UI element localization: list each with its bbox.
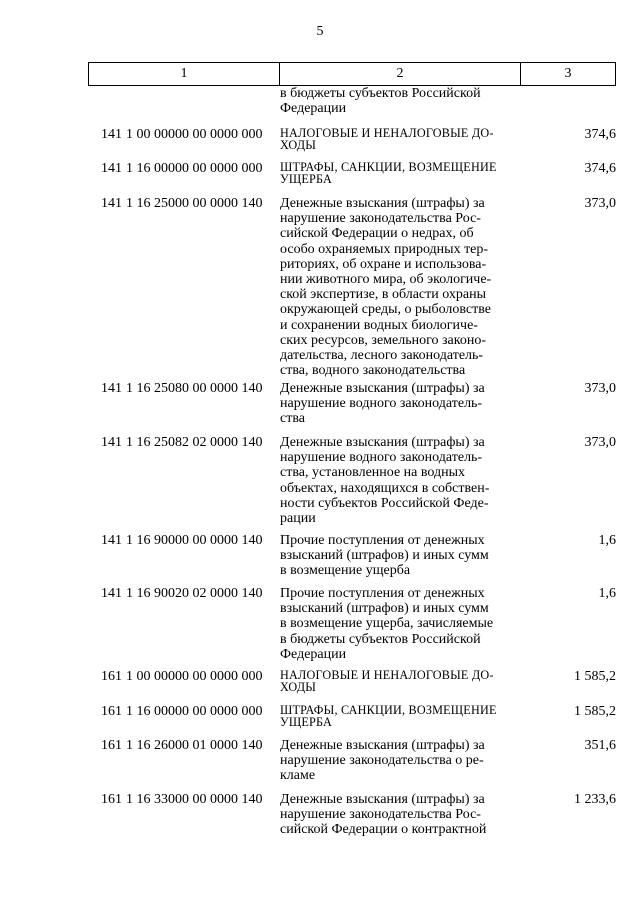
row-name: Прочие поступления от денежных взысканий (штрафов) и иных сумм в возмещение ущерба, зачисляемые в бюджеты субъектов Российской Федерации xyxy=(280,586,494,662)
row-admin-code: 141 xyxy=(101,127,122,142)
row-amount: 374,6 xyxy=(584,161,616,176)
row-amount: 1,6 xyxy=(598,586,616,601)
row-budget-code: 1 16 90020 02 0000 140 xyxy=(126,586,263,601)
row-name: Денежные взыскания (штрафы) за нарушение законодательства о ре- кламе xyxy=(280,738,485,784)
row-name: Прочие поступления от денежных взысканий (штрафов) и иных сумм в возмещение ущерба xyxy=(280,533,489,579)
table-row xyxy=(88,86,618,116)
row-budget-code: 1 16 90000 00 0000 140 xyxy=(126,533,263,548)
table-row xyxy=(88,586,618,662)
row-budget-code: 1 00 00000 00 0000 000 xyxy=(126,669,263,684)
header-col-2: 2 xyxy=(280,63,521,86)
row-budget-code: 1 16 25082 02 0000 140 xyxy=(126,435,263,450)
table-row xyxy=(88,704,618,729)
table-row xyxy=(88,669,618,694)
row-amount: 1 585,2 xyxy=(574,669,616,684)
row-amount: 1 585,2 xyxy=(574,704,616,719)
page-number: 5 xyxy=(316,24,324,39)
table-row xyxy=(88,161,618,186)
row-budget-code: 1 16 25000 00 0000 140 xyxy=(126,196,263,211)
table-row xyxy=(88,435,618,526)
row-admin-code: 161 xyxy=(101,704,122,719)
row-name: в бюджеты субъектов Российской Федерации xyxy=(280,86,481,117)
row-budget-code: 1 00 00000 00 0000 000 xyxy=(126,127,263,142)
row-budget-code: 1 16 25080 00 0000 140 xyxy=(126,381,263,396)
table-header xyxy=(88,62,616,86)
row-amount: 373,0 xyxy=(584,196,616,211)
table-row xyxy=(88,127,618,152)
row-budget-code: 1 16 33000 00 0000 140 xyxy=(126,792,263,807)
row-admin-code: 161 xyxy=(101,792,122,807)
row-name: ШТРАФЫ, САНКЦИИ, ВОЗМЕЩЕНИЕ УЩЕРБА xyxy=(280,703,497,730)
row-admin-code: 141 xyxy=(101,161,122,176)
row-name: Денежные взыскания (штрафы) за нарушение водного законодатель- ства, установленное на водных объектах, находящихся в собствен- ности субъектов Российской Феде- рации xyxy=(280,435,490,527)
row-amount: 373,0 xyxy=(584,435,616,450)
row-admin-code: 161 xyxy=(101,738,122,753)
row-amount xyxy=(514,86,618,116)
table-row xyxy=(88,533,618,579)
table-row xyxy=(88,196,618,378)
header-col-1: 1 xyxy=(89,63,280,86)
row-admin-code: 161 xyxy=(101,669,122,684)
table-row xyxy=(88,738,618,784)
row-admin-code: 141 xyxy=(101,435,122,450)
row-budget-code: 1 16 00000 00 0000 000 xyxy=(126,704,263,719)
row-name: Денежные взыскания (штрафы) за нарушение водного законодатель- ства xyxy=(280,381,485,427)
header-col-3: 3 xyxy=(521,63,616,86)
row-amount: 351,6 xyxy=(584,738,616,753)
row-budget-code xyxy=(122,86,280,116)
row-name: ШТРАФЫ, САНКЦИИ, ВОЗМЕЩЕНИЕ УЩЕРБА xyxy=(280,160,497,187)
row-admin-code xyxy=(88,86,122,116)
row-amount: 373,0 xyxy=(584,381,616,396)
row-amount: 1 233,6 xyxy=(574,792,616,807)
row-budget-code: 1 16 26000 01 0000 140 xyxy=(126,738,263,753)
row-name: Денежные взыскания (штрафы) за нарушение законодательства Рос- сийской Федерации о контрактной xyxy=(280,792,487,838)
row-name: Денежные взыскания (штрафы) за нарушение законодательства Рос- сийской Федерации о недрах, об особо охраняемых природных тер- риториях, об охране и использова- нии животного мира, об экологиче- ской экспертизе, в области охраны окружающей среды, о рыболовстве и сохранении водных биологиче- ских ресурсов, земельного законо- дательства, лесного законодатель- ства, водного законодательства xyxy=(280,196,492,379)
row-budget-code: 1 16 00000 00 0000 000 xyxy=(126,161,263,176)
table-row xyxy=(88,381,618,427)
row-amount: 1,6 xyxy=(598,533,616,548)
row-admin-code: 141 xyxy=(101,381,122,396)
row-amount: 374,6 xyxy=(584,127,616,142)
table-row xyxy=(88,792,618,838)
row-admin-code: 141 xyxy=(101,196,122,211)
row-admin-code: 141 xyxy=(101,533,122,548)
row-admin-code: 141 xyxy=(101,586,122,601)
row-name: НАЛОГОВЫЕ И НЕНАЛОГОВЫЕ ДО- ХОДЫ xyxy=(280,668,494,695)
row-name: НАЛОГОВЫЕ И НЕНАЛОГОВЫЕ ДО- ХОДЫ xyxy=(280,126,494,153)
